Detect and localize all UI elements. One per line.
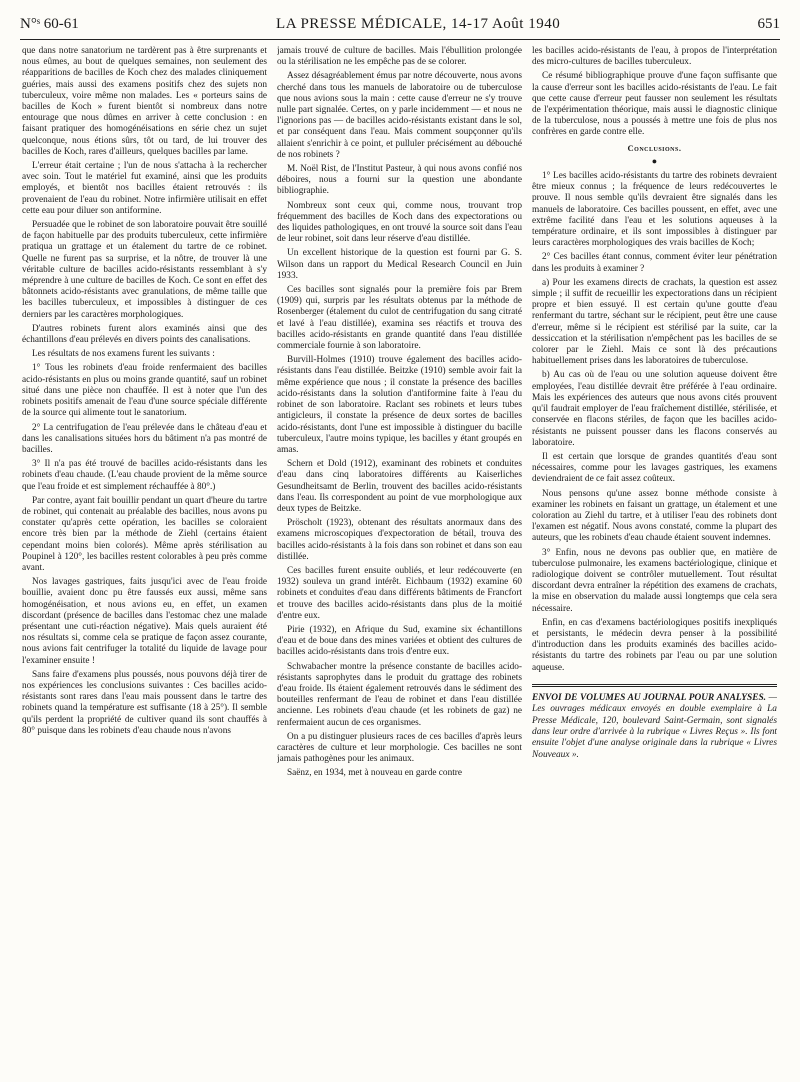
paragraph: Par contre, ayant fait bouillir pendant un quart d'heure du tartre de robinet, qui contenait au préalable des bacilles, nous avons pu constater qu'après cette opération, les bacilles se coloraient encore très bien par la méthode de Ziehl (certains étaient cependant moins bien colorés). Même après stérilisation au Poupinel à 120°, les bacilles restent colorables à peu près comme avant. — [22, 495, 267, 573]
journal-title: LA PRESSE MÉDICALE, 14-17 Août 1940 — [276, 16, 561, 32]
issue-number: N°ˢ 60-61 — [20, 16, 79, 32]
notice-box — [532, 693, 777, 761]
paragraph: Sans faire d'examens plus poussés, nous pouvons déjà tirer de nos expériences les conclusions suivantes : Ces bacilles acido-résistants sont rares dans l'eau mais poussent dans le tartre des robinets quand la température est suffisante (18 à 25°). Il semble qu'ils perdent la propriété de cultiver quand ils sont chauffés à 80° puisque dans les robinets d'eau chaude nous n'avons — [22, 669, 267, 736]
notice-body: — Les ouvrages médicaux envoyés en double exemplaire à La Presse Médicale, 120, boulevard Saint-Germain, sont signalés dans leur ordre d'arrivée à la rubrique « Livres Reçus ». Ils font ensuite l'objet d'une analyse originale dans la rubrique « Livres Nouveaux ». — [532, 692, 777, 760]
column-3 — [532, 46, 777, 1070]
column-1 — [22, 46, 267, 1070]
paragraph: Pirie (1932), en Afrique du Sud, examine six échantillons d'eau et de boue dans des mines variées et obtient des cultures de bacilles acido-résistants dans trois d'entre eux. — [277, 624, 522, 658]
article-columns — [22, 46, 778, 1070]
paragraph: Nos lavages gastriques, faits jusqu'ici avec de l'eau froide bouillie, avaient donc pu être faussés eux aussi, même sans homogénéisation, et nous avions eu, en effet, un examen discordant (présence de bacilles dans l'estomac chez une malade présentant une cuti-réaction négative). Mais quels auraient été nos résultats si, comme cela se pratique de façon assez courante, nous avions fait centrifuger la totalité du liquide de lavage pour l'examiner ensuite ! — [22, 577, 267, 666]
paragraph: M. Noël Rist, de l'Institut Pasteur, à qui nous avons confié nos déboires, nous a fourni sur la question une abondante bibliographie. — [277, 164, 522, 197]
paragraph: Saënz, en 1934, met à nouveau en garde contre — [287, 768, 463, 779]
paragraph: Burvill-Holmes (1910) trouve également des bacilles acido-résistants dans l'eau distillée. Beitzke (1910) semble avoir fait la même expérience que nous ; il constate la présence des bacilles acido-résistants dans la solution d'antiformine faite à l'eau du robinet de son laboratoire. Raclant ses robinets et leurs tubes antigicleurs, il constate la présence de deux sortes de bacilles acido-résistants, dont l'une est impossible à distinguer du bacille tuberculeux, l'autre moins typique, les bacilles y étant groupés en amas. — [277, 355, 522, 455]
paragraph: Un excellent historique de la question est fourni par G. S. Wilson dans un rapport du Medical Research Council en Juin 1933. — [277, 248, 522, 281]
paragraph: Nous pensons qu'une assez bonne méthode consiste à examiner les robinets en faisant un grattage, un étalement et une coloration au Ziehl du tartre, et à utiliser l'eau des robinets dont l'examen est négatif. Nous avons constaté, comme la plupart des auteurs, que les robinets d'eau chaude étaient souvent indemnes. — [532, 488, 777, 544]
paragraph: Ce résumé bibliographique prouve d'une façon suffisante que la cause d'erreur sont les bacilles acido-résistants de l'eau. Le fait que cette cause d'erreur peut fausser non seulement les résultats de l'expérimentation théorique, mais aussi le diagnostic clinique de la tuberculose, nous a poussés à mettre une fois de plus nos confrères en garde contre elle. — [532, 71, 777, 138]
paragraph: Enfin, en cas d'examens bactériologiques positifs inexpliqués et persistants, le médecin devra penser à la possibilité d'introduction dans les produits examinés des bacilles acido-résistants du tartre des robinets par l'eau ou par une solution aqueuse. — [532, 617, 777, 673]
ornament-icon: ● — [651, 155, 658, 166]
paragraph: D'autres robinets furent alors examinés ainsi que des échantillons d'eau prélevés en divers points des canalisations. — [22, 323, 267, 346]
paragraph: Il est certain que lorsque de grandes quantités d'eau sont nécessaires, comme pour les lavages gastriques, les examens deviendraient de ce fait assez coûteux. — [532, 451, 777, 485]
paragraph: 3° Enfin, nous ne devons pas oublier que, en matière de tuberculose pulmonaire, les examens bactériologique, clinique et radiologique doivent se contrôler mutuellement. Tout résultat discordant devra entraîner la répétition des examens de crachats, la mise en observation du malade aussi longtemps que cela sera nécessaire. — [532, 547, 777, 614]
paragraph: Assez désagréablement émus par notre découverte, nous avons cherché dans tous les manuels de laboratoire ou de tuberculose que nous avions sous la main : cette cause d'erreur ne s'y trouve nulle part signalée. Certes, on y parle incidemment — et nous ne l'ignorions pas — de bacilles acido-résistants existant dans le sol, et par conséquent dans l'eau. Mais comment soupçonner qu'ils allaient s'enrichir à ce point, et pulluler précisément au débouché de nos robinets ? — [277, 71, 522, 160]
page-header — [20, 16, 780, 40]
paragraph: Ces bacilles sont signalés pour la première fois par Brem (1909) qui, surpris par les résultats obtenus par la méthode de Rosenberger (étalement du culot de centrifugation du sang citraté et lavé à l'eau distillée), examina ses réactifs et trouva des bacilles acido-résistants en grande quantité dans l'eau distillée commerciale fournie à son laboratoire. — [277, 285, 522, 352]
section-divider — [532, 684, 777, 687]
paragraph: 3° Il n'a pas été trouvé de bacilles acido-résistants dans les robinets d'eau chaude. (L'eau chaude provient de la même source que l'eau froide et est simplement réchauffée à 80°.) — [22, 459, 267, 492]
paragraph: L'erreur était certaine ; l'un de nous s'attacha à la rechercher avec soin. Tout le matériel fut examiné, ainsi que les produits employés, et bientôt nos bacilles étaient retrouvés : ils provenaient de l'eau du robinet. Notre infirmière utilisait en effet cette eau pour diluer son antiformine. — [22, 161, 267, 216]
paragraph: Nombreux sont ceux qui, comme nous, trouvant trop fréquemment des bacilles de Koch dans des expectorations ou des liquides pathologiques, en ont trouvé la source soit dans l'eau de leur robinet, soit dans leur réserve d'eau distillée. — [277, 200, 522, 245]
paragraph: les bacilles acido-résistants de l'eau, à propos de l'interprétation des micro-cultures de bacilles tuberculeux. — [532, 46, 777, 68]
page-number: 651 — [757, 16, 780, 32]
notice-title: ENVOI DE VOLUMES AU JOURNAL POUR ANALYSES. — [532, 692, 767, 703]
paragraph: Schwabacher montre la présence constante de bacilles acido-résistants saprophytes dans le produit du grattage des robinets d'eau froide. Ils étaient également retrouvés dans le sédiment des bouteilles renfermant de l'eau de robinet et dans l'eau distillée ancienne. Les robinets d'eau chaude (et les robinets de gaz) ne renfermaient aucun de ces organismes. — [277, 661, 522, 728]
paragraph: Schern et Dold (1912), examinant des robinets et conduites d'eau dans cinq laboratoires différents au Kaiserliches Gesundheitsamt de Berlin, trouvent des bacilles acido-résistants dans l'eau. Ils correspondent au point de vue morphologique aux deux types de Beitzke. — [277, 459, 522, 514]
paragraph: b) Au cas où de l'eau ou une solution aqueuse doivent être employées, l'eau distillée devrait être préférée à l'eau ordinaire. Mais les expériences des auteurs que nous avons cités prouvent qu'il faudrait employer de l'eau fraîchement distillée, stérilisée, et conservée en flacons stériles, de façon que les bacilles acido-résistants ne puissent pousser dans les flacons conservés au laboratoire. — [532, 370, 777, 448]
conclusions-heading: Conclusions. — [627, 142, 682, 153]
paragraph: Les résultats de nos examens furent les suivants : — [32, 349, 215, 360]
column-2 — [277, 46, 522, 1070]
paragraph: 2° La centrifugation de l'eau prélevée dans le château d'eau et dans les canalisations situées hors du bâtiment n'a pas montré de bacilles. — [22, 422, 267, 455]
paragraph: a) Pour les examens directs de crachats, la question est assez simple ; il suffit de recueillir les expectorations dans un récipient propre et bien essuyé. Il est certain qu'une goutte d'eau renfermant du tartre, séchant sur le récipient, peut être une cause d'erreur, même si le récipient est stérilisé par la suite, car la dessiccation et la stérilisation n'empêchent pas les bacilles de se colorer par le Ziehl. Mais ce sont là des précautions habituellement prises dans les laboratoires de tuberculose. — [532, 277, 777, 367]
paragraph: que dans notre sanatorium ne tardèrent pas à être surprenants et nous eûmes, au bout de quelques semaines, non seulement des réapparitions de bacilles de Koch chez des malades cliniquement guéries, mais aussi des examens positifs chez des sujets non tuberculeux, voire même non malades. Les « porteurs sains de bacilles de Koch » furent bientôt si nombreux dans notre entourage que nous dûmes en arriver à cette conclusion : en faisant pratiquer des homogénéisations en série chez un sujet quelconque, nous étions sûrs, tôt ou tard, de lui trouver des bacilles de Koch, rares d'ailleurs, quelques bacilles par lame. — [22, 46, 267, 157]
paragraph: Persuadée que le robinet de son laboratoire pouvait être souillé de façon habituelle par des produits tuberculeux, cette infirmière pratiqua un grattage et un étalement du tartre de ce robinet. Quelle ne furent pas sa surprise, et la nôtre, de trouver là une véritable culture de bacilles acido-résistants ressemblant à s'y méprendre à une culture de bacilles de Koch. Ce sont en effet des bâtonnets acido-résistants avec granulations, de même taille que les bacilles tuberculeux, et impossibles à distinguer de ces derniers par les caractères morphologiques. — [22, 220, 267, 320]
paragraph: On a pu distinguer plusieurs races de ces bacilles d'après leurs caractères de culture et leur morphologie. Ces bacilles ne sont jamais pathogènes pour les animaux. — [277, 731, 522, 765]
paragraph: 1° Les bacilles acido-résistants du tartre des robinets devraient être mieux connus ; la fréquence de leurs redécouvertes le prouve. Il nous semble qu'ils devraient être signalés dans les manuels de laboratoire. Ces bacilles poussent, en effet, avec une extrême facilité dans l'eau et les solutions aqueuses à la température ordinaire, et ils sont impossibles à distinguer par leurs caractères morphologiques des vrais bacilles de Koch; — [532, 171, 777, 249]
paragraph: Pröscholt (1923), obtenant des résultats anormaux dans des examens microscopiques d'expectoration de bétail, trouva des bacilles acido-résistants à la fois dans son robinet et dans son eau distillée. — [277, 518, 522, 562]
paragraph: Ces bacilles furent ensuite oubliés, et leur redécouverte (en 1932) souleva un grand intérêt. Eichbaum (1932) examine 60 robinets et conduites d'eau dans différents bâtiments de Francfort et trouve des bacilles acido-résistants dans plus de la moitié d'entre eux. — [277, 565, 522, 621]
paragraph: jamais trouvé de culture de bacilles. Mais l'ébullition prolongée ou la stérilisation ne les empêche pas de se colorer. — [277, 46, 522, 68]
paragraph: 1° Tous les robinets d'eau froide renfermaient des bacilles acido-résistants en plus ou moins grande quantité, sauf un robinet situé dans une pièce non chauffée. Il est à noter que l'un des robinets positifs amenait de l'eau d'une source spéciale différente de la source qui alimente tout le sanatorium. — [22, 363, 267, 419]
paragraph: 2° Ces bacilles étant connus, comment éviter leur pénétration dans les produits à examiner ? — [532, 252, 777, 274]
